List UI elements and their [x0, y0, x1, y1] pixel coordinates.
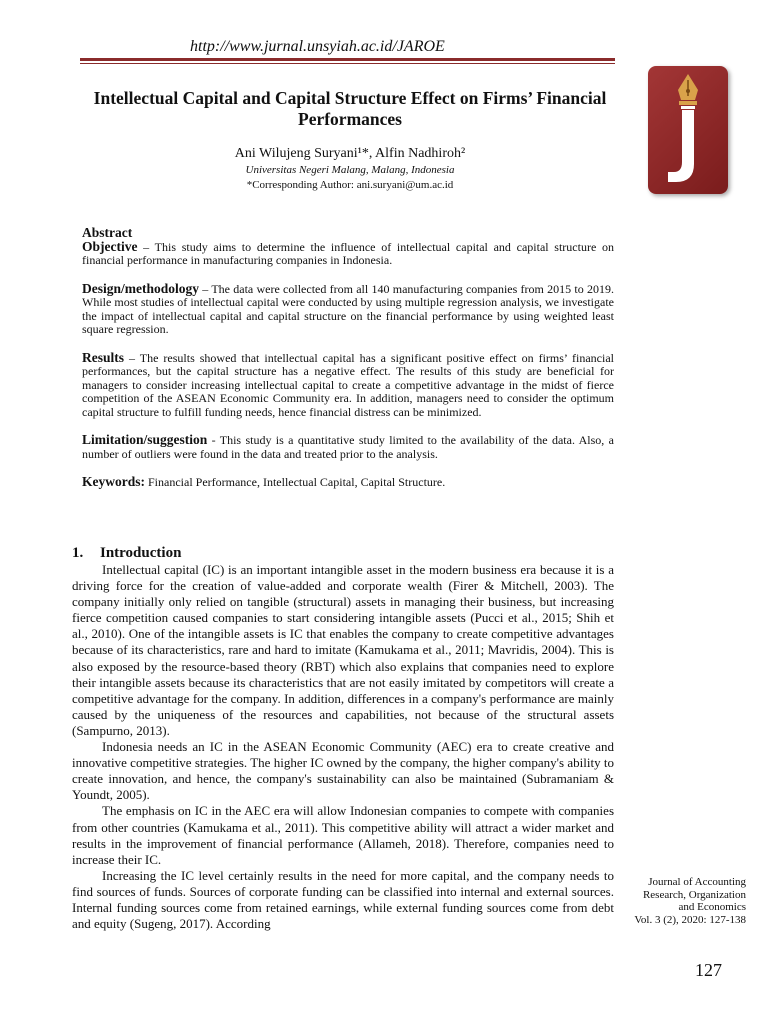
- objective-label: Objective: [82, 238, 138, 254]
- abstract-heading: Abstract: [82, 225, 133, 240]
- results-text: – The results showed that intellectual capital has a significant positive effect on firms’ financial performances, but the capital structure has a negative effect. The results of this study are beneficial for managers to consider increasing intellectual capital to create a competitive advantage in the midst of fierce competition of the ASEAN Economic Community era. In addition, managers need to consider the optimum capital structure to fulfill funding needs, hence financial distress can be minimized.: [82, 350, 614, 419]
- journal-name-line: Journal of Accounting: [648, 876, 746, 888]
- objective-text: – This study aims to determine the influence of intellectual capital and capital structure on financial performance in manufacturing companies in Indonesia.: [82, 239, 614, 267]
- abstract-section: [82, 226, 614, 504]
- journal-logo: [648, 66, 728, 194]
- keywords-label: Keywords:: [82, 474, 145, 489]
- header-rule-thin: [80, 63, 615, 64]
- abstract-objective: [82, 240, 614, 268]
- corresponding-author: *Corresponding Author: ani.suryani@um.ac.id: [246, 179, 454, 191]
- limitation-text: - This study is a quantitative study limited to the availability of the data. Also, a number of outliers were found in the data and treated prior to the analysis.: [82, 433, 614, 461]
- intro-paragraph: The emphasis on IC in the AEC era will allow Indonesian companies to compete with companies from other countries (Kamukama et al., 2011). This competitive ability will attract a wider market and results in the improvement of financial performance (Allameh, 2018). Therefore, companies need to increase their IC.: [72, 803, 614, 867]
- abstract-results: [82, 351, 614, 420]
- abstract-limitation: [82, 433, 614, 461]
- paper-title: Intellectual Capital and Capital Structure Effect on Firms’ Financial Performances: [93, 88, 607, 129]
- intro-paragraph: Increasing the IC level certainly results in the need for more capital, and the company needs to find sources of funds. Sources of corporate funding can be classified into internal and external sources. Internal funding sources come from retained earnings, while external funding sources come from debt and equity (Sugeng, 2017). According: [72, 867, 614, 932]
- abstract-keywords: [82, 475, 614, 490]
- section-number: 1.: [72, 545, 84, 561]
- journal-url[interactable]: http://www.jurnal.unsyiah.ac.id/JAROE: [190, 38, 445, 55]
- journal-info: [612, 876, 746, 926]
- journal-name-line: Research, Organization: [642, 888, 746, 901]
- design-label: Design/methodology: [82, 280, 200, 296]
- header-rule: [80, 58, 615, 61]
- journal-name-line: and Economics: [678, 901, 746, 913]
- introduction-section: [72, 545, 614, 932]
- intro-paragraph: Intellectual capital (IC) is an important intangible asset in the modern business era because it is a driving force for the creation of value-added and corporate wealth (Firer & Mitchell, 2003). The company initially only relied on tangible (structural) assets in managing their business, but increasing fierce competition caused companies to start considering intangible assets (Pucci et al., 2015; Shih et al., 2010). One of the intangible assets is IC that enables the company to create competitive advantages because of its characteristics, rare and hard to imitate (Kamukama et al., 2011; Mavridis, 2004). This is also exposed by the resource-based theory (RBT) which also explains that companies need to explore their intangible assets because its characteristics that are not easily imitated by competitors will create a competitive advantage for the company. In addition, differences in a company's performance are mainly caused by the uniqueness of the resources and capabilities, not because of the structural assets (Sampurno, 2013).: [72, 562, 614, 738]
- keywords-text: Financial Performance, Intellectual Capital, Capital Structure.: [145, 475, 446, 489]
- section-title: Introduction: [100, 545, 182, 561]
- intro-paragraph: Indonesia needs an IC in the ASEAN Economic Community (AEC) era to create creative and innovative competitive strategies. The higher IC owned by the company, the higher company's ability to create innovation, and hence, the company's sustainability can also be maintained (Subramaniam & Youndt, 2005).: [72, 739, 614, 803]
- limitation-label: Limitation/suggestion: [82, 432, 208, 447]
- section-heading: [72, 545, 614, 562]
- author-list: Ani Wilujeng Suryani¹*, Alfin Nadhiroh²: [234, 146, 466, 161]
- results-label: Results: [82, 349, 125, 365]
- journal-volume: Vol. 3 (2), 2020: 127-138: [634, 913, 746, 926]
- page-number: 127: [695, 960, 722, 980]
- pen-letter-j-icon: [648, 66, 728, 194]
- affiliation: Universitas Negeri Malang, Malang, Indonesia: [245, 164, 455, 176]
- abstract-design: [82, 282, 614, 337]
- design-text: – The data were collected from all 140 manufacturing companies from 2015 to 2019. While most studies of intellectual capital were conducted by using multiple regression analysis, we investigate the impact of intellectual capital and capital structure on the financial performance by using weighted least square regression.: [82, 281, 614, 336]
